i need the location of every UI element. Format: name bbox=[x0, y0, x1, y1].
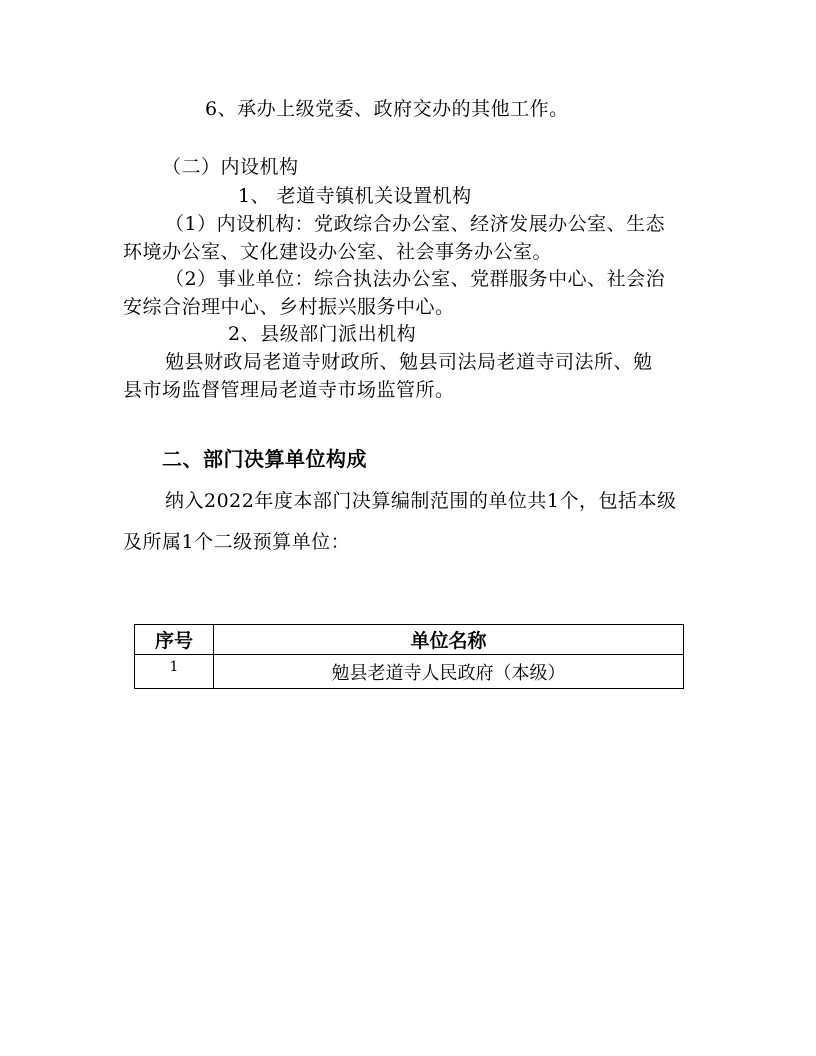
unit-scope-line-1: 纳入2022年度本部门决算编制范围的单位共1个，包括本级 bbox=[165, 490, 677, 512]
county-agencies-line-1: 勉县财政局老道寺财政所、勉县司法局老道寺司法所、勉 bbox=[165, 351, 653, 373]
table-header-row bbox=[135, 625, 684, 655]
public-institutions-line-2: 安综合治理中心、乡村振兴服务中心。 bbox=[123, 296, 455, 318]
internal-offices-line-2: 环境办公室、文化建设办公室、社会事务办公室。 bbox=[123, 241, 553, 263]
subsection-county-agencies-heading: 2、县级部门派出机构 bbox=[228, 323, 417, 345]
column-header-seq: 序号 bbox=[135, 625, 214, 655]
column-header-unit-name: 单位名称 bbox=[214, 625, 684, 655]
cell-unit-name: 勉县老道寺人民政府（本级） bbox=[214, 655, 684, 689]
public-institutions-line-1: （2）事业单位：综合执法办公室、党群服务中心、社会治 bbox=[165, 268, 666, 290]
section-internal-structure-heading: （二）内设机构 bbox=[162, 156, 299, 178]
cell-seq: 1 bbox=[135, 655, 214, 689]
duty-item-6: 6、承办上级党委、政府交办的其他工作。 bbox=[205, 98, 569, 120]
internal-offices-line-1: （1）内设机构：党政综合办公室、经济发展办公室、生态 bbox=[165, 213, 666, 235]
table-row bbox=[135, 655, 684, 689]
unit-table bbox=[134, 624, 684, 689]
county-agencies-line-2: 县市场监督管理局老道寺市场监管所。 bbox=[123, 379, 455, 401]
unit-scope-line-2: 及所属1个二级预算单位： bbox=[123, 531, 351, 553]
subsection-town-organs-heading: 1、 老道寺镇机关设置机构 bbox=[238, 185, 472, 207]
section-unit-composition-heading: 二、部门决算单位构成 bbox=[162, 447, 367, 471]
